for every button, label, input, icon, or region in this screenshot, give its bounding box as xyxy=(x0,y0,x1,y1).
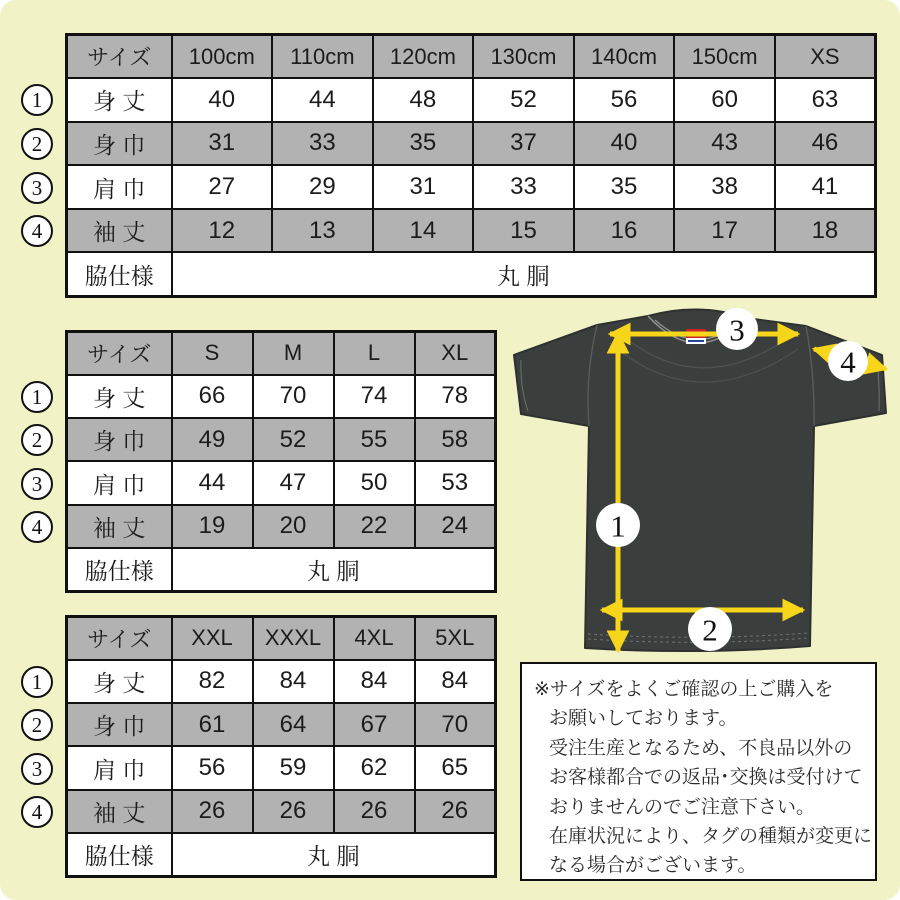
size-table-adult-sizes xyxy=(65,330,497,593)
row-marker-circle: 3 xyxy=(21,468,53,500)
size-value-cell: 52 xyxy=(253,418,334,461)
size-value-cell: 74 xyxy=(334,375,415,418)
size-table-kids-sizes xyxy=(65,33,877,298)
size-value-cell: 67 xyxy=(334,703,415,746)
row-marker-circle: 2 xyxy=(21,709,53,741)
size-value-cell: 53 xyxy=(415,461,496,504)
size-value-cell: 62 xyxy=(334,746,415,789)
row-label: 袖 丈 xyxy=(67,505,172,548)
size-value-cell: 14 xyxy=(373,209,474,253)
size-value-cell: 22 xyxy=(334,505,415,548)
header-cell: XS xyxy=(775,35,876,79)
measure-marker-1 xyxy=(596,503,640,547)
size-value-cell: 60 xyxy=(674,78,775,122)
size-table-big-sizes xyxy=(65,615,497,878)
footer-value-cell: 丸 胴 xyxy=(172,252,876,296)
size-table-kids-block xyxy=(31,33,877,298)
header-cell: XL xyxy=(415,332,496,375)
footer-value-cell: 丸 胴 xyxy=(172,548,496,591)
row-marker-circle: 4 xyxy=(21,511,53,543)
row-marker-circle: 4 xyxy=(21,796,53,828)
size-value-cell: 43 xyxy=(674,122,775,166)
size-value-cell: 44 xyxy=(272,78,373,122)
size-value-cell: 16 xyxy=(574,209,675,253)
header-cell: 150cm xyxy=(674,35,775,79)
size-value-cell: 26 xyxy=(334,790,415,833)
header-cell: サイズ xyxy=(67,617,172,660)
size-value-cell: 33 xyxy=(473,165,574,209)
size-value-cell: 41 xyxy=(775,165,876,209)
header-cell: L xyxy=(334,332,415,375)
row-label: 身 巾 xyxy=(67,122,172,166)
header-cell: XXXL xyxy=(253,617,334,660)
size-value-cell: 17 xyxy=(674,209,775,253)
row-label: 身 丈 xyxy=(67,78,172,122)
size-value-cell: 78 xyxy=(415,375,496,418)
row-label: 肩 巾 xyxy=(67,746,172,789)
size-value-cell: 84 xyxy=(415,660,496,703)
size-value-cell: 26 xyxy=(415,790,496,833)
size-value-cell: 18 xyxy=(775,209,876,253)
note-line: お客様都合での返品･交換は受付けて xyxy=(549,767,863,789)
measure-marker-4 xyxy=(828,341,868,381)
footer-label: 脇仕様 xyxy=(67,252,172,296)
row-marker-circle: 1 xyxy=(21,84,53,116)
measure-marker-3 xyxy=(716,308,758,350)
size-value-cell: 27 xyxy=(172,165,273,209)
size-value-cell: 38 xyxy=(674,165,775,209)
size-value-cell: 56 xyxy=(574,78,675,122)
purchase-note-box xyxy=(520,662,877,881)
size-value-cell: 20 xyxy=(253,505,334,548)
note-line: なる場合がございます。 xyxy=(549,855,757,877)
size-value-cell: 56 xyxy=(172,746,253,789)
header-cell: サイズ xyxy=(67,35,172,79)
row-label: 身 巾 xyxy=(67,418,172,461)
size-value-cell: 63 xyxy=(775,78,876,122)
size-value-cell: 55 xyxy=(334,418,415,461)
row-marker-circle: 3 xyxy=(21,753,53,785)
row-marker-circle: 4 xyxy=(21,215,53,247)
header-cell: 110cm xyxy=(272,35,373,79)
size-value-cell: 70 xyxy=(253,375,334,418)
tshirt-graphic xyxy=(500,303,900,665)
size-value-cell: 70 xyxy=(415,703,496,746)
size-value-cell: 49 xyxy=(172,418,253,461)
row-label: 身 丈 xyxy=(67,375,172,418)
header-cell: 130cm xyxy=(473,35,574,79)
size-value-cell: 64 xyxy=(253,703,334,746)
note-line: 受注生産となるため、不良品以外の xyxy=(549,737,853,759)
row-label: 肩 巾 xyxy=(67,165,172,209)
size-value-cell: 82 xyxy=(172,660,253,703)
size-value-cell: 44 xyxy=(172,461,253,504)
size-table-adult-block xyxy=(31,330,497,593)
footer-label: 脇仕様 xyxy=(67,548,172,591)
size-value-cell: 40 xyxy=(574,122,675,166)
footer-value-cell: 丸 胴 xyxy=(172,833,496,876)
size-value-cell: 35 xyxy=(373,122,474,166)
svg-text:1: 1 xyxy=(610,508,626,544)
size-value-cell: 46 xyxy=(775,122,876,166)
size-value-cell: 13 xyxy=(272,209,373,253)
row-label: 袖 丈 xyxy=(67,209,172,253)
size-value-cell: 48 xyxy=(373,78,474,122)
header-cell: 140cm xyxy=(574,35,675,79)
header-cell: 100cm xyxy=(172,35,273,79)
header-cell: 5XL xyxy=(415,617,496,660)
row-marker-circle: 2 xyxy=(21,128,53,160)
size-value-cell: 59 xyxy=(253,746,334,789)
row-label: 袖 丈 xyxy=(67,790,172,833)
row-label: 身 巾 xyxy=(67,703,172,746)
size-value-cell: 84 xyxy=(334,660,415,703)
size-value-cell: 31 xyxy=(172,122,273,166)
size-value-cell: 58 xyxy=(415,418,496,461)
header-cell: 120cm xyxy=(373,35,474,79)
size-value-cell: 24 xyxy=(415,505,496,548)
svg-text:3: 3 xyxy=(729,312,745,348)
size-value-cell: 37 xyxy=(473,122,574,166)
size-value-cell: 50 xyxy=(334,461,415,504)
size-value-cell: 15 xyxy=(473,209,574,253)
size-value-cell: 29 xyxy=(272,165,373,209)
measure-marker-2 xyxy=(688,607,732,651)
header-cell: サイズ xyxy=(67,332,172,375)
note-line: 在庫状況により、タグの種類が変更に xyxy=(549,826,873,848)
row-marker-circle: 1 xyxy=(21,381,53,413)
header-cell: XXL xyxy=(172,617,253,660)
size-value-cell: 47 xyxy=(253,461,334,504)
row-marker-circle: 3 xyxy=(21,172,53,204)
tshirt-diagram xyxy=(500,303,900,665)
header-cell: S xyxy=(172,332,253,375)
note-line: おりませんのでご注意下さい。 xyxy=(549,796,816,818)
size-table-big-block xyxy=(31,615,497,878)
size-value-cell: 66 xyxy=(172,375,253,418)
row-marker-circle: 1 xyxy=(21,666,53,698)
header-cell: 4XL xyxy=(334,617,415,660)
footer-label: 脇仕様 xyxy=(67,833,172,876)
svg-text:4: 4 xyxy=(840,344,856,380)
size-value-cell: 19 xyxy=(172,505,253,548)
row-label: 身 丈 xyxy=(67,660,172,703)
size-value-cell: 40 xyxy=(172,78,273,122)
header-cell: M xyxy=(253,332,334,375)
note-line: お願いしております。 xyxy=(549,708,738,730)
row-marker-circle: 2 xyxy=(21,424,53,456)
size-value-cell: 26 xyxy=(172,790,253,833)
svg-text:2: 2 xyxy=(702,612,718,648)
size-value-cell: 33 xyxy=(272,122,373,166)
size-value-cell: 52 xyxy=(473,78,574,122)
size-value-cell: 31 xyxy=(373,165,474,209)
note-line: ※サイズをよくご確認の上ご購入を xyxy=(534,679,834,700)
size-value-cell: 65 xyxy=(415,746,496,789)
size-value-cell: 26 xyxy=(253,790,334,833)
size-value-cell: 12 xyxy=(172,209,273,253)
size-value-cell: 84 xyxy=(253,660,334,703)
size-value-cell: 61 xyxy=(172,703,253,746)
row-label: 肩 巾 xyxy=(67,461,172,504)
size-value-cell: 35 xyxy=(574,165,675,209)
